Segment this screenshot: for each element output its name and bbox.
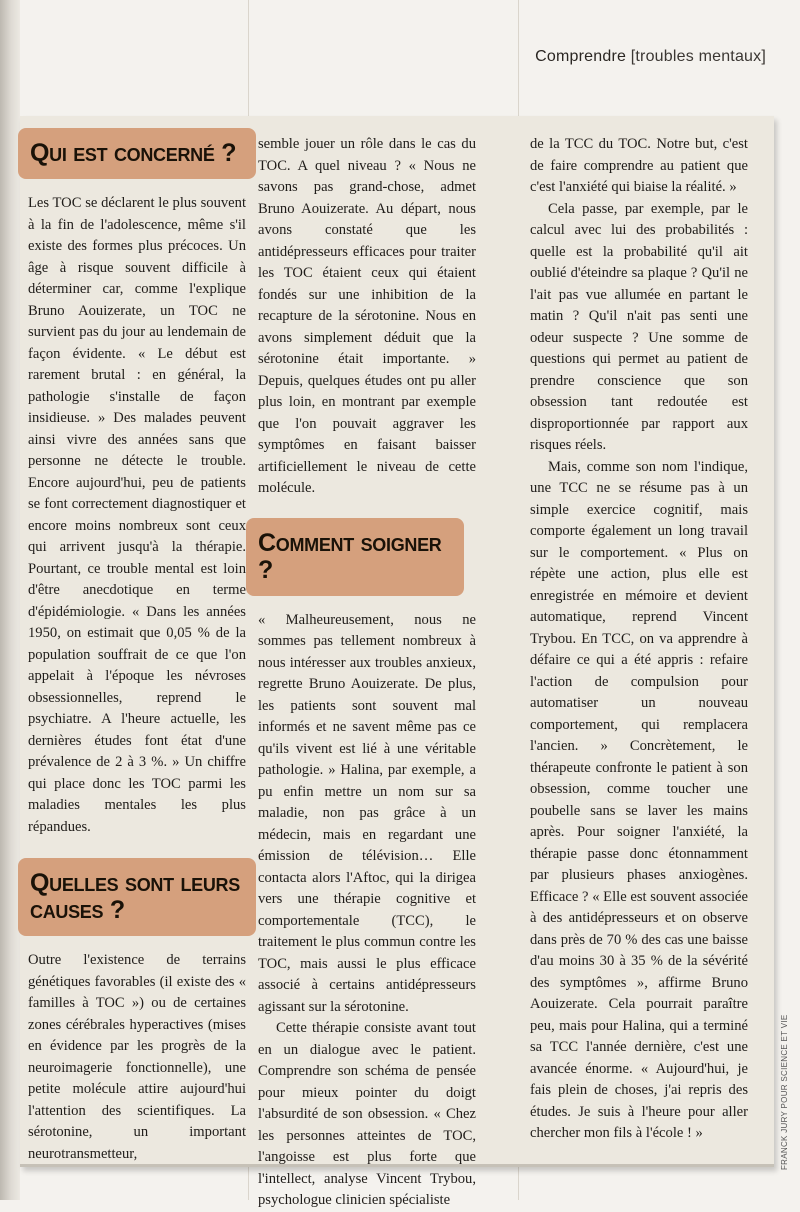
column-3 [530, 134, 748, 1145]
paragraph: « Malheureusement, nous ne sommes pas tellement nombreux à nous intéresser aux troubles anxieux, regrette Bruno Aouizerate. De plus, les patients sont souvent mal informés et ne savent même pas ce qu'ils vivent est lié à une véritable pathologie. » Halina, par exemple, a pu enfin mettre un nom sur sa maladie, non pas grâce à un médecin, mais en regardant une émission de télévision… Elle contacta alors l'Aftoc, qui la dirigea vers une thérapie cognitive et comportementale (TCC), le traitement le plus commun contre les TOC, mais aussi le plus efficace associé à certains antidépresseurs agissant sur la sérotonine. [258, 611, 476, 1015]
paragraph: Outre l'existence de terrains génétiques favorables (il existe des « familles à TOC ») ou de certaines zones cérébrales hyperactives (mises en évidence par les progrès de la neuroimagerie fonctionnelle), une petite molécule attire aujourd'hui l'attention des scientifiques. La sérotonine, un important neurotransmetteur, [28, 952, 246, 1162]
paragraph: de la TCC du TOC. Notre but, c'est de faire comprendre au patient que c'est l'anxiété qui biaise la réalité. » [530, 136, 748, 195]
header-subsection: [troubles mentaux] [630, 48, 766, 65]
paragraph: Cela passe, par exemple, par le calcul avec lui des probabilités : quelle est la probabilité qu'il ait oublié d'éteindre sa plaque ? Qu'il ne l'ait pas vue allumée en partant le matin ? Qu'il n'ait pas senti une odeur suspecte ? Une somme de questions qui permet au patient de prendre conscience que son obsession tant redoutée est disproportionnée par rapport aux risques réels. [530, 200, 748, 453]
paragraph: semble jouer un rôle dans le cas du TOC. A quel niveau ? « Nous ne savons pas grand-chose, admet Bruno Aouizerate. Au départ, nous avons constaté que les antidépresseurs efficaces pour traiter les TOC étaient ceux qui étaient fondés sur une inhibition de la recapture de la sérotonine. Nous en avons simplement déduit que la sérotonine était importante. » Depuis, quelques études ont pu aller plus loin, en montrant par exemple que l'on pouvait aggraver les symptômes en faisant baisser artificiellement le niveau de cette molécule. [258, 136, 476, 496]
heading-comment-soigner: Comment soigner ? [246, 518, 464, 596]
paragraph: Les TOC se déclarent le plus souvent à la fin de l'adolescence, même s'il existe des formes plus précoces. Un âge à risque souvent difficile à déterminer car, comme l'explique Bruno Aouizerate, un TOC ne survient pas du jour au lendemain de façon évidente. « Le début est rarement brutal : en général, la pathologie s'installe de façon insidieuse. » Des malades peuvent ainsi vivre des années sans que personne ne détecte le trouble. Encore aujourd'hui, peu de patients se font correctement diagnostiquer et encore moins nombreux sont ceux qui arrivent jusqu'à la thérapie. Pourtant, ce trouble mental est loin d'être anecdotique en terme d'épidémiologie. « Dans les années 1950, on estimait que 0,05 % de la population souffrait de ce que l'on appelait à l'époque les névroses obsessionnelles, reprend le psychiatre. A l'heure actuelle, les dernières études font état d'une prévalence de 2 à 3 %. » Un chiffre qui place donc les TOC parmi les maladies mentales les plus répandues. [28, 195, 246, 835]
heading-quelles-sont-leurs-causes: Quelles sont leurs causes ? [18, 858, 256, 936]
photo-credit: FRANCK JURY POUR SCIENCE ET VIE [780, 1014, 789, 1170]
column-1 [28, 128, 246, 1165]
column-2 [258, 134, 476, 1212]
page-binding-shadow [0, 0, 20, 1200]
heading-qui-est-concerne: Qui est concerné ? [18, 128, 256, 179]
paragraph: Mais, comme son nom l'indique, une TCC ne se résume pas à un simple exercice cognitif, mais comporte également un long travail sur le comportement. « Plus on répète une action, plus elle est enregistrée en mémoire et devient automatique, reprend Vincent Trybou. En TCC, on va apprendre à défaire ce qui a été appris : refaire l'action de compulsion pour automatiser un nouveau comportement, qui remplacera l'ancien. » Concrètement, le thérapeute confronte le patient à son obsession, comme toucher une poubelle sans se laver les mains après. Pour soigner l'anxiété, la thérapie passe donc étonnamment par plusieurs phases anxiogènes. Efficace ? « Elle est souvent associée à des antidépresseurs et on observe dans près de 70 % des cas une baisse d'au moins 30 à 35 % de la sévérité des symptômes », affirme Bruno Aouizerate. Cela pourrait paraître peu, mais pour Halina, qui a terminé sa TCC l'année dernière, c'est une avancée énorme. « Aujourd'hui, je fais plein de choses, j'ai repris des études. Je suis à l'heure pour aller chercher mon fils à l'école ! » [530, 458, 748, 1141]
running-header [535, 48, 766, 66]
paragraph: Cette thérapie consiste avant tout en un dialogue avec le patient. Comprendre son schéma de pensée pour mieux pointer du doigt l'absurdité de son obsession. « Chez les personnes atteintes de TOC, l'angoisse est plus forte que l'intellect, analyse Vincent Trybou, psychologue clinicien spécialiste [258, 1020, 476, 1208]
header-section: Comprendre [535, 48, 627, 65]
